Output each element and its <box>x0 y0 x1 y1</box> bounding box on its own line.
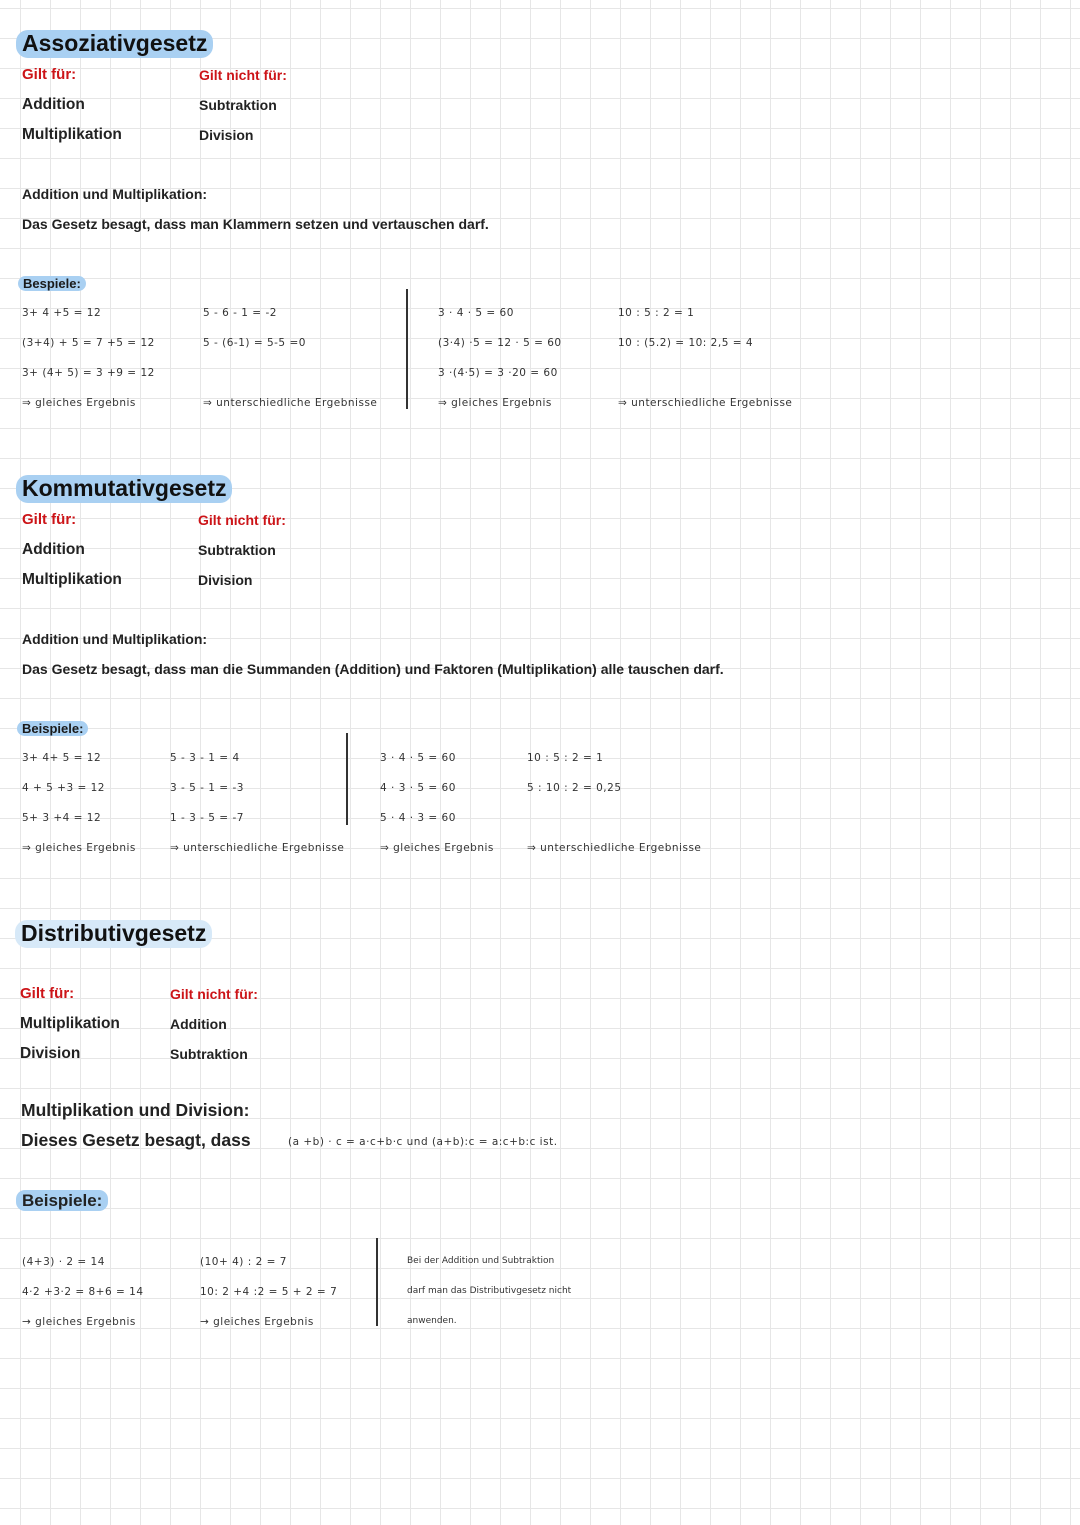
example-line: 4·2 +3·2 = 8+6 = 14 <box>22 1286 144 1298</box>
example-line: 4 · 3 · 5 = 60 <box>380 782 456 794</box>
description: Dieses Gesetz besagt, dass <box>21 1130 251 1150</box>
example-line: ⇒ gleiches Ergebnis <box>22 397 136 409</box>
example-line: 10 : 5 : 2 = 1 <box>527 752 604 764</box>
example-line: Bei der Addition und Subtraktion <box>407 1256 555 1266</box>
example-line: 5 - 3 - 1 = 4 <box>170 752 240 764</box>
example-line: 3+ 4+ 5 = 12 <box>22 752 102 764</box>
example-line: ⇒ unterschiedliche Ergebnisse <box>527 842 702 854</box>
example-line: ⇒ gleiches Ergebnis <box>380 842 494 854</box>
example-line: (3·4) ·5 = 12 · 5 = 60 <box>438 337 562 349</box>
example-line: (10+ 4) : 2 = 7 <box>200 1256 287 1268</box>
example-line: 1 - 3 - 5 = -7 <box>170 812 244 824</box>
gilt-nicht-fuer-label: Gilt nicht für: <box>198 512 286 528</box>
example-line: darf man das Distributivgesetz nicht <box>407 1286 572 1296</box>
gilt-item: Addition <box>22 96 85 113</box>
distributiv-title: Distributivgesetz <box>15 920 212 948</box>
example-line: → gleiches Ergebnis <box>22 1316 136 1328</box>
subheading: Addition und Multiplikation: <box>22 631 208 647</box>
example-line: ⇒ gleiches Ergebnis <box>22 842 136 854</box>
example-line: ⇒ unterschiedliche Ergebnisse <box>203 397 378 409</box>
divider <box>376 1238 378 1326</box>
examples-label: Beispiele: <box>17 721 88 736</box>
divider <box>346 733 348 825</box>
gilt-nicht-item: Subtraktion <box>170 1046 248 1062</box>
gilt-fuer-label: Gilt für: <box>22 66 77 83</box>
gilt-nicht-item: Subtraktion <box>198 542 276 558</box>
example-line: 5 - 6 - 1 = -2 <box>203 307 277 319</box>
divider <box>406 289 408 409</box>
gilt-fuer-label: Gilt für: <box>22 511 77 528</box>
example-line: 3 - 5 - 1 = -3 <box>170 782 244 794</box>
example-line: anwenden. <box>407 1316 457 1326</box>
subheading: Multiplikation und Division: <box>21 1100 250 1120</box>
gilt-item: Multiplikation <box>22 126 122 143</box>
example-line: 3+ 4 +5 = 12 <box>22 307 102 319</box>
formula: (a +b) · c = a·c+b·c und (a+b):c = a:c+b:c ist. <box>288 1136 558 1148</box>
example-line: (4+3) · 2 = 14 <box>22 1256 105 1268</box>
gilt-item: Division <box>20 1045 81 1062</box>
example-line: 5 - (6-1) = 5-5 =0 <box>203 337 306 349</box>
example-line: 10 : 5 : 2 = 1 <box>618 307 695 319</box>
gilt-nicht-item: Division <box>199 127 254 143</box>
gilt-fuer-label: Gilt für: <box>20 985 75 1002</box>
example-line: 5 : 10 : 2 = 0,25 <box>527 782 622 794</box>
gilt-nicht-item: Addition <box>170 1016 227 1032</box>
example-line: 10 : (5.2) = 10: 2,5 = 4 <box>618 337 754 349</box>
example-line: ⇒ gleiches Ergebnis <box>438 397 552 409</box>
example-line: 3 · 4 · 5 = 60 <box>380 752 456 764</box>
example-line: 10: 2 +4 :2 = 5 + 2 = 7 <box>200 1286 338 1298</box>
example-line: 4 + 5 +3 = 12 <box>22 782 105 794</box>
examples-label: Beispiele: <box>16 1190 108 1211</box>
gilt-nicht-fuer-label: Gilt nicht für: <box>170 986 258 1002</box>
example-line: (3+4) + 5 = 7 +5 = 12 <box>22 337 155 349</box>
gilt-nicht-item: Subtraktion <box>199 97 277 113</box>
example-line: 5 · 4 · 3 = 60 <box>380 812 456 824</box>
subheading: Addition und Multiplikation: <box>22 186 208 202</box>
examples-label: Bespiele: <box>18 276 86 291</box>
example-line: ⇒ unterschiedliche Ergebnisse <box>618 397 793 409</box>
description: Das Gesetz besagt, dass man die Summanden (Addition) und Faktoren (Multiplikation) alle tauschen darf. <box>22 661 724 677</box>
gilt-item: Addition <box>22 541 85 558</box>
example-line: 5+ 3 +4 = 12 <box>22 812 102 824</box>
gilt-item: Multiplikation <box>22 571 122 588</box>
example-line: 3+ (4+ 5) = 3 +9 = 12 <box>22 367 155 379</box>
gilt-nicht-fuer-label: Gilt nicht für: <box>199 67 287 83</box>
gilt-item: Multiplikation <box>20 1015 120 1032</box>
example-line: 3 ·(4·5) = 3 ·20 = 60 <box>438 367 558 379</box>
example-line: 3 · 4 · 5 = 60 <box>438 307 514 319</box>
kommutativ-title: Kommutativgesetz <box>16 475 232 503</box>
description: Das Gesetz besagt, dass man Klammern setzen und vertauschen darf. <box>22 216 489 232</box>
assoziativ-title: Assoziativgesetz <box>16 30 213 58</box>
example-line: ⇒ unterschiedliche Ergebnisse <box>170 842 345 854</box>
example-line: → gleiches Ergebnis <box>200 1316 314 1328</box>
gilt-nicht-item: Division <box>198 572 253 588</box>
